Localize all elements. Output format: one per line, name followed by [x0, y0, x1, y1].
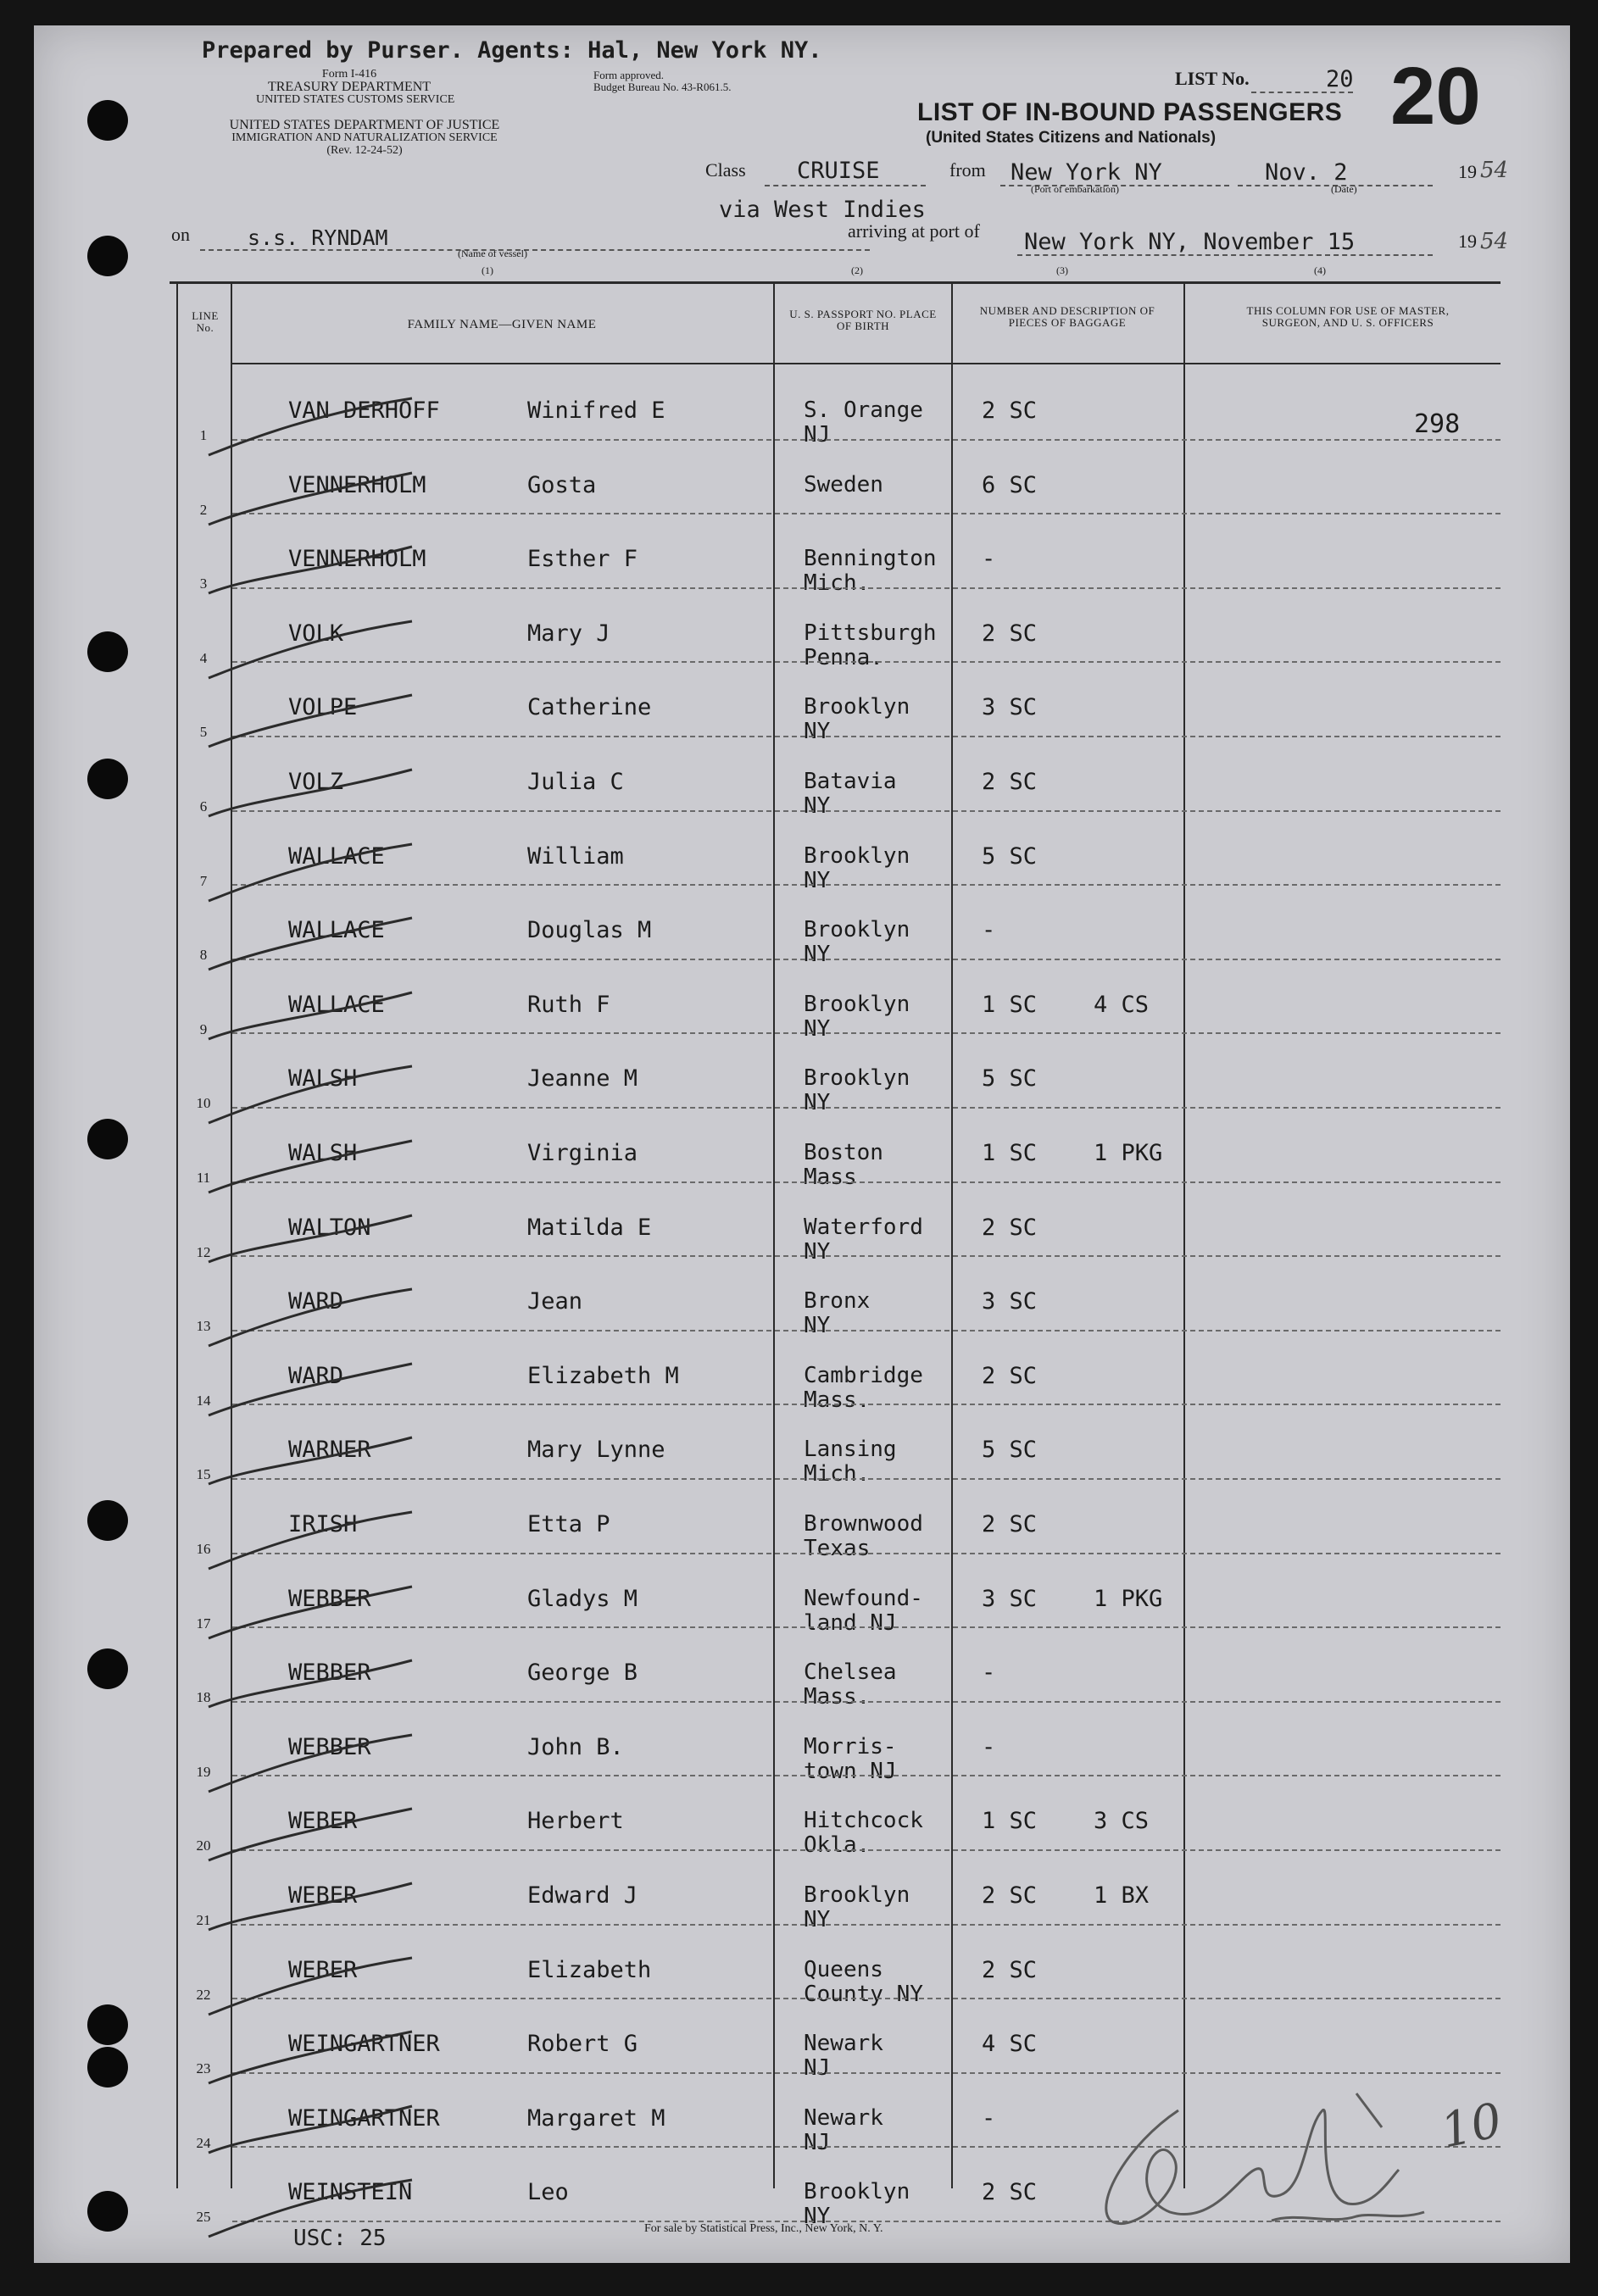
- row-divider: [232, 1775, 1501, 1776]
- row-divider: [232, 1330, 1501, 1331]
- line-number: 9: [199, 1020, 208, 1037]
- check-mark-icon: [200, 1802, 420, 1878]
- birthplace-line1: Bennington: [804, 546, 937, 572]
- given-name: Julia C: [527, 769, 624, 795]
- birthplace-line2: NY: [804, 793, 831, 819]
- table-header-border: [231, 363, 1501, 364]
- form-block: Form I-416 TREASURY DEPARTMENT UNITED STATES CUSTOMS SERVICE: [256, 68, 455, 106]
- given-name: Jean: [527, 1288, 583, 1315]
- punch-hole: [87, 2047, 128, 2088]
- check-mark-icon: [200, 1728, 420, 1804]
- given-name: Matilda E: [527, 1214, 652, 1241]
- check-mark-icon: [200, 1209, 420, 1285]
- check-mark-icon: [200, 1357, 420, 1433]
- check-mark-icon: [200, 986, 420, 1062]
- baggage-primary: 2 SC: [982, 769, 1038, 795]
- birthplace-line2: NY: [804, 1907, 831, 1932]
- family-name: WALSH: [288, 1140, 358, 1166]
- family-name: WEINGARTNER: [288, 2031, 440, 2058]
- birthplace-line2: NY: [804, 1238, 831, 1265]
- given-name: Mary J: [527, 620, 610, 647]
- row-divider: [232, 1107, 1501, 1109]
- class-label: Class: [705, 159, 746, 181]
- list-no-label: LIST No.: [1175, 68, 1250, 89]
- line-number: 21: [196, 1912, 211, 1928]
- col-header-baggage: NUMBER AND DESCRIPTION OF PIECES OF BAGGAGE: [979, 304, 1155, 329]
- baggage-primary: 2 SC: [982, 620, 1038, 647]
- family-name: WARD: [288, 1362, 344, 1389]
- punch-hole: [87, 236, 128, 276]
- row-divider: [232, 1998, 1501, 1999]
- line-number: 6: [199, 798, 208, 814]
- line-number: 10: [196, 1095, 211, 1112]
- printer-credit: For sale by Statistical Press, Inc., New York, N. Y.: [644, 2222, 883, 2235]
- col-divider-baggage: [1183, 281, 1185, 2188]
- birthplace-line1: Brooklyn: [804, 842, 910, 869]
- birthplace-line2: NY: [804, 942, 831, 968]
- arriving-value: New York NY, November 15: [1024, 229, 1356, 255]
- baggage-primary: 2 SC: [982, 1511, 1038, 1537]
- officer-signature: [1077, 2076, 1441, 2254]
- birthplace-line2: NY: [804, 1313, 831, 1339]
- birthplace-line2: Mass.: [804, 1684, 871, 1710]
- birthplace-line2: Mich.: [804, 1461, 871, 1487]
- birthplace-line1: Hitchcock: [804, 1808, 923, 1834]
- line-number: 13: [196, 1318, 211, 1335]
- col-header-passport: U. S. PASSPORT NO. PLACE OF BIRTH: [789, 308, 937, 332]
- given-name: Winifred E: [527, 397, 665, 424]
- row-divider: [232, 661, 1501, 663]
- class-value: CRUISE: [797, 158, 880, 184]
- arriving-label: arriving at port of: [848, 220, 980, 242]
- row-divider: [232, 1553, 1501, 1554]
- birthplace-line1: Brooklyn: [804, 917, 910, 943]
- row-divider: [232, 1478, 1501, 1480]
- on-label: on: [171, 224, 190, 245]
- baggage-primary: 2 SC: [982, 2179, 1038, 2206]
- year-prefix-1: 19: [1458, 161, 1477, 182]
- baggage-primary: 1 SC: [982, 1140, 1038, 1166]
- family-name: WARNER: [288, 1437, 371, 1464]
- given-name: Catherine: [527, 694, 652, 721]
- check-mark-icon: [200, 392, 420, 468]
- birthplace-line2: NY: [804, 719, 831, 745]
- family-name: WEBER: [288, 1808, 358, 1835]
- row-divider: [232, 1701, 1501, 1703]
- date-caption: (Date): [1331, 183, 1357, 195]
- table-top-border: [170, 281, 1501, 284]
- given-name: William: [527, 842, 624, 870]
- row-divider: [232, 1849, 1501, 1851]
- baggage-primary: 2 SC: [982, 1214, 1038, 1241]
- birthplace-line1: Morris-: [804, 1733, 897, 1760]
- line-number: 14: [196, 1392, 211, 1409]
- birthplace-line2: NJ: [804, 422, 831, 448]
- given-name: Virginia: [527, 1140, 638, 1166]
- baggage-secondary: 1 BX: [1094, 1882, 1150, 1909]
- birthplace-line2: Penna.: [804, 644, 883, 670]
- family-name: WEBBER: [288, 1659, 371, 1687]
- col-header-name: FAMILY NAME—GIVEN NAME: [407, 318, 597, 331]
- line-number: 2: [199, 501, 208, 518]
- vessel-caption: (Name of vessel): [458, 247, 527, 259]
- line-number: 11: [196, 1170, 211, 1186]
- given-name: John B.: [527, 1733, 624, 1760]
- birthplace-line2: NY: [804, 867, 831, 893]
- given-name: Leo: [527, 2179, 569, 2206]
- given-name: Elizabeth M: [527, 1362, 679, 1389]
- line-number: 1: [199, 427, 208, 443]
- baggage-primary: 3 SC: [982, 1288, 1038, 1315]
- from-value: New York NY: [1011, 159, 1162, 186]
- birthplace-line1: Newark: [804, 2104, 883, 2131]
- check-mark-icon: [200, 1654, 420, 1730]
- family-name: VENNERHOLM: [288, 471, 426, 498]
- vessel-value: s.s. RYNDAM: [248, 225, 388, 250]
- family-name: WARD: [288, 1288, 344, 1315]
- prepared-by-line: Prepared by Purser. Agents: Hal, New York NY.: [202, 37, 822, 64]
- given-name: Robert G: [527, 2031, 638, 2058]
- row-divider: [232, 513, 1501, 514]
- given-name: Mary Lynne: [527, 1437, 665, 1464]
- port-embarkation-caption: (Port of embarkation): [1031, 183, 1119, 195]
- line-number: 8: [199, 947, 208, 964]
- check-mark-icon: [200, 911, 420, 987]
- family-name: WEBER: [288, 1956, 358, 1983]
- check-mark-icon: [200, 1134, 420, 1210]
- caption-1: (1): [482, 264, 493, 276]
- year-prefix-2: 19: [1458, 231, 1477, 252]
- given-name: Etta P: [527, 1511, 610, 1537]
- given-name: Esther F: [527, 546, 638, 573]
- baggage-secondary: 1 PKG: [1094, 1585, 1163, 1612]
- baggage-primary: 5 SC: [982, 1437, 1038, 1464]
- baggage-primary: -: [982, 546, 996, 573]
- row-divider: [232, 810, 1501, 812]
- baggage-primary: 3 SC: [982, 1585, 1038, 1612]
- caption-4: (4): [1314, 264, 1326, 276]
- from-label: from: [949, 159, 986, 181]
- row-divider: [232, 959, 1501, 960]
- list-no-value: 20: [1326, 66, 1354, 92]
- usc-count: USC: 25: [293, 2226, 387, 2251]
- given-name: Elizabeth: [527, 1956, 652, 1983]
- check-mark-icon: [200, 1505, 420, 1582]
- baggage-primary: -: [982, 917, 996, 944]
- family-name: IRISH: [288, 1511, 358, 1537]
- line-number: 19: [196, 1763, 211, 1780]
- baggage-secondary: 1 PKG: [1094, 1140, 1163, 1166]
- class-underline: [765, 185, 926, 186]
- family-name: VENNERHOLM: [288, 546, 426, 573]
- family-name: VOLZ: [288, 769, 344, 795]
- birthplace-line1: Pittsburgh: [804, 620, 937, 646]
- baggage-primary: 5 SC: [982, 1065, 1038, 1092]
- given-name: Ruth F: [527, 991, 610, 1018]
- birthplace-line2: Texas: [804, 1536, 871, 1561]
- year-suffix-2: 54: [1480, 229, 1509, 254]
- punch-hole: [87, 1648, 128, 1689]
- birthplace-line2: NJ: [804, 2055, 831, 2082]
- row-divider: [232, 1626, 1501, 1628]
- line-number: 15: [196, 1466, 211, 1483]
- punch-hole: [87, 759, 128, 799]
- birthplace-line1: Cambridge: [804, 1362, 923, 1388]
- line-number: 16: [196, 1541, 211, 1557]
- given-name: Margaret M: [527, 2104, 665, 2132]
- birthplace-line1: Newfound-: [804, 1585, 923, 1611]
- given-name: Gladys M: [527, 1585, 638, 1612]
- family-name: WEINSTEIN: [288, 2179, 413, 2206]
- family-name: WEBBER: [288, 1733, 371, 1760]
- row-divider: [232, 1181, 1501, 1183]
- birthplace-line1: Chelsea: [804, 1659, 897, 1686]
- family-name: VAN DERHOFF: [288, 397, 440, 424]
- birthplace-line2: land NJ: [804, 1609, 897, 1636]
- check-mark-icon: [200, 2025, 420, 2101]
- baggage-primary: 2 SC: [982, 1362, 1038, 1389]
- col-header-line-no: LINE No.: [192, 309, 219, 334]
- birthplace-line1: Brooklyn: [804, 694, 910, 720]
- row-divider: [232, 884, 1501, 886]
- check-mark-icon: [200, 614, 420, 691]
- birthplace-line1: Brooklyn: [804, 991, 910, 1017]
- family-name: VOLK: [288, 620, 344, 647]
- line-number: 12: [196, 1243, 211, 1260]
- row-divider: [232, 736, 1501, 737]
- family-name: WEBBER: [288, 1585, 371, 1612]
- birthplace-line2: County NY: [804, 1981, 923, 2007]
- check-mark-icon: [200, 837, 420, 914]
- birthplace-line1: Lansing: [804, 1437, 897, 1463]
- check-mark-icon: [200, 2099, 420, 2176]
- family-name: WEINGARTNER: [288, 2104, 440, 2132]
- punch-hole: [87, 2004, 128, 2045]
- family-name: WALLACE: [288, 917, 385, 944]
- baggage-primary: 1 SC: [982, 1808, 1038, 1835]
- baggage-secondary: 3 CS: [1094, 1808, 1150, 1835]
- check-mark-icon: [200, 1431, 420, 1507]
- via-line: via West Indies: [719, 197, 926, 223]
- row-divider: [232, 1255, 1501, 1257]
- baggage-primary: 4 SC: [982, 2031, 1038, 2058]
- check-mark-icon: [200, 1580, 420, 1656]
- baggage-secondary: 4 CS: [1094, 991, 1150, 1018]
- check-mark-icon: [200, 1951, 420, 2027]
- page-title: LIST OF IN-BOUND PASSENGERS: [917, 98, 1343, 126]
- line-number: 24: [196, 2134, 211, 2151]
- birthplace-line1: Bronx: [804, 1288, 871, 1315]
- birthplace-line1: Sweden: [804, 471, 883, 498]
- doj-block: UNITED STATES DEPARTMENT OF JUSTICE IMMIGRATION AND NATURALIZATION SERVICE (Rev. 12-24-52): [229, 118, 500, 157]
- year-suffix-1: 54: [1480, 158, 1509, 183]
- row-divider: [232, 439, 1501, 441]
- check-mark-icon: [200, 1059, 420, 1136]
- form-approved: Form approved. Budget Bureau No. 43-R061.5.: [593, 69, 732, 93]
- arriving-underline: [1017, 254, 1433, 256]
- birthplace-line1: Waterford: [804, 1214, 923, 1240]
- check-mark-icon: [200, 1282, 420, 1359]
- punch-hole: [87, 1500, 128, 1541]
- birthplace-line2: Mass: [804, 1165, 857, 1190]
- baggage-primary: 3 SC: [982, 694, 1038, 721]
- given-name: Herbert: [527, 1808, 624, 1835]
- line-number: 18: [196, 1689, 211, 1706]
- line-number: 7: [199, 872, 208, 889]
- baggage-primary: -: [982, 1733, 996, 1760]
- line-number: 5: [199, 724, 208, 741]
- given-name: Edward J: [527, 1882, 638, 1909]
- col-header-officers: THIS COLUMN FOR USE OF MASTER, SURGEON, AND U. S. OFFICERS: [1246, 304, 1450, 329]
- row-divider: [232, 587, 1501, 589]
- birthplace-line1: Brownwood: [804, 1511, 923, 1537]
- birthplace-line2: town NJ: [804, 1758, 897, 1784]
- line-number: 17: [196, 1615, 211, 1632]
- row-divider: [232, 1924, 1501, 1926]
- birthplace-line1: Batavia: [804, 769, 897, 794]
- row-divider: [232, 1032, 1501, 1034]
- birthplace-line1: Brooklyn: [804, 2179, 910, 2205]
- line-number: 3: [199, 575, 208, 592]
- col-divider-name: [773, 281, 775, 2188]
- line-number: 25: [196, 2209, 211, 2226]
- line-number: 4: [199, 649, 208, 666]
- family-name: WALSH: [288, 1065, 358, 1092]
- birthplace-line2: Mass.: [804, 1387, 871, 1413]
- list-no-underline: [1251, 92, 1353, 93]
- birthplace-line2: NY: [804, 1015, 831, 1042]
- table-left-border: [176, 281, 178, 2188]
- birthplace-line1: Queens: [804, 1956, 883, 1982]
- caption-2: (2): [851, 264, 863, 276]
- birthplace-line1: Brooklyn: [804, 1882, 910, 1908]
- list-no-stamp: 20: [1390, 51, 1481, 142]
- birthplace-line1: Newark: [804, 2031, 883, 2057]
- punch-hole: [87, 2191, 128, 2232]
- check-mark-icon: [200, 540, 420, 616]
- manifest-sheet: [34, 25, 1570, 2263]
- birthplace-line1: S. Orange: [804, 397, 923, 423]
- given-name: George B: [527, 1659, 638, 1687]
- family-name: WALLACE: [288, 991, 385, 1018]
- given-name: Douglas M: [527, 917, 652, 944]
- punch-hole: [87, 1119, 128, 1159]
- baggage-primary: 2 SC: [982, 397, 1038, 424]
- family-name: VOLPE: [288, 694, 358, 721]
- baggage-primary: 1 SC: [982, 991, 1038, 1018]
- given-name: Jeanne M: [527, 1065, 638, 1092]
- birthplace-line2: Mich.: [804, 570, 871, 597]
- given-name: Gosta: [527, 471, 597, 498]
- handwritten-count: 10: [1436, 2093, 1507, 2160]
- birthplace-line2: NJ: [804, 2129, 831, 2155]
- birthplace-line2: NY: [804, 1090, 831, 1116]
- baggage-primary: 2 SC: [982, 1956, 1038, 1983]
- check-mark-icon: [200, 466, 420, 542]
- baggage-primary: 6 SC: [982, 471, 1038, 498]
- punch-hole: [87, 100, 128, 141]
- check-mark-icon: [200, 688, 420, 764]
- baggage-primary: 2 SC: [982, 1882, 1038, 1909]
- line-number: 20: [196, 1837, 211, 1854]
- birthplace-line1: Brooklyn: [804, 1065, 910, 1092]
- baggage-primary: -: [982, 2104, 996, 2132]
- line-number: 22: [196, 1986, 211, 2003]
- officer-note: 298: [1414, 409, 1461, 439]
- baggage-primary: -: [982, 1659, 996, 1687]
- family-name: WEBER: [288, 1882, 358, 1909]
- family-name: WALLACE: [288, 842, 385, 870]
- row-divider: [232, 1404, 1501, 1405]
- check-mark-icon: [200, 1876, 420, 1953]
- row-divider: [232, 2072, 1501, 2074]
- col-divider-passport: [951, 281, 953, 2188]
- caption-3: (3): [1056, 264, 1068, 276]
- birthplace-line2: Okla.: [804, 1832, 871, 1859]
- punch-hole: [87, 631, 128, 672]
- check-mark-icon: [200, 763, 420, 839]
- birthplace-line2: NY: [804, 2204, 831, 2230]
- page-subtitle: (United States Citizens and Nationals): [926, 129, 1217, 147]
- baggage-primary: 5 SC: [982, 842, 1038, 870]
- date-value: Nov. 2: [1265, 159, 1348, 186]
- family-name: WALTON: [288, 1214, 371, 1241]
- line-number: 23: [196, 2060, 211, 2077]
- birthplace-line1: Boston: [804, 1140, 883, 1165]
